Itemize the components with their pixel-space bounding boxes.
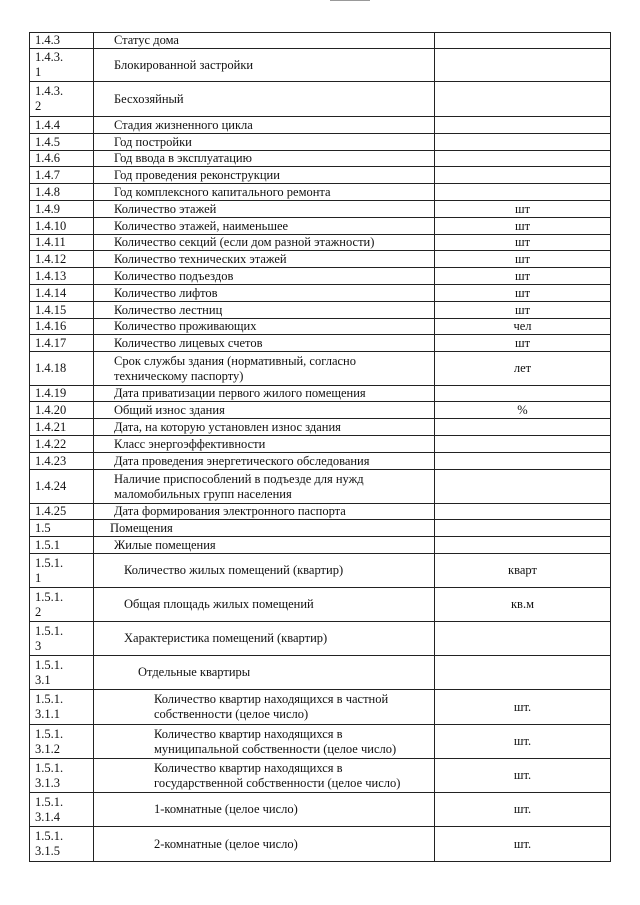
row-label: Количество лицевых счетов (94, 335, 435, 352)
table-row (30, 690, 611, 725)
row-unit: шт. (435, 690, 611, 725)
row-unit: шт. (435, 759, 611, 793)
row-label: Количество квартир находящихся в муниципальной собственности (целое число) (94, 725, 435, 759)
row-number: 1.4.17 (30, 335, 94, 352)
row-unit: шт. (435, 827, 611, 862)
row-number: 1.4.3 (30, 33, 94, 49)
row-unit (435, 622, 611, 656)
row-unit (435, 453, 611, 470)
table-row (30, 335, 611, 352)
row-unit: шт (435, 285, 611, 302)
table-row (30, 453, 611, 470)
row-label: Дата формирования электронного паспорта (94, 504, 435, 520)
row-number: 1.5.1 (30, 537, 94, 554)
row-label: Статус дома (94, 33, 435, 49)
row-number: 1.4.4 (30, 117, 94, 134)
row-unit (435, 470, 611, 504)
row-unit: шт (435, 251, 611, 268)
row-number: 1.4.16 (30, 319, 94, 335)
table-row (30, 319, 611, 335)
row-number: 1.5.1. 3.1 (30, 656, 94, 690)
row-number: 1.4.8 (30, 184, 94, 201)
row-unit (435, 151, 611, 167)
row-unit: % (435, 402, 611, 419)
table-body (30, 33, 611, 862)
row-label: Бесхозяйный (94, 82, 435, 117)
table-row (30, 117, 611, 134)
table-row (30, 793, 611, 827)
table-row (30, 419, 611, 436)
row-number: 1.4.15 (30, 302, 94, 319)
row-unit (435, 33, 611, 49)
row-unit (435, 436, 611, 453)
row-label: Жилые помещения (94, 537, 435, 554)
row-number: 1.4.7 (30, 167, 94, 184)
row-number: 1.4.3. 1 (30, 49, 94, 82)
row-number: 1.5.1. 3.1.1 (30, 690, 94, 725)
row-number: 1.4.25 (30, 504, 94, 520)
row-number: 1.4.18 (30, 352, 94, 386)
row-label: Характеристика помещений (квартир) (94, 622, 435, 656)
row-label: Количество технических этажей (94, 251, 435, 268)
row-unit (435, 184, 611, 201)
table-row (30, 268, 611, 285)
row-label: Количество подъездов (94, 268, 435, 285)
row-label: Год комплексного капитального ремонта (94, 184, 435, 201)
table-row (30, 201, 611, 218)
row-label: Количество лестниц (94, 302, 435, 319)
table-row (30, 402, 611, 419)
row-number: 1.5.1. 3.1.5 (30, 827, 94, 862)
row-number: 1.5.1. 3 (30, 622, 94, 656)
row-number: 1.4.20 (30, 402, 94, 419)
row-unit (435, 117, 611, 134)
row-label: Количество жилых помещений (квартир) (94, 554, 435, 588)
passport-table (29, 32, 611, 862)
table-row (30, 588, 611, 622)
row-unit (435, 537, 611, 554)
table-row (30, 49, 611, 82)
row-number: 1.4.13 (30, 268, 94, 285)
row-label: Год проведения реконструкции (94, 167, 435, 184)
row-label: Помещения (94, 520, 435, 537)
table-row (30, 386, 611, 402)
row-label: Количество лифтов (94, 285, 435, 302)
row-label: Год ввода в эксплуатацию (94, 151, 435, 167)
row-label: Общая площадь жилых помещений (94, 588, 435, 622)
row-unit (435, 419, 611, 436)
row-unit (435, 656, 611, 690)
row-label: 2-комнатные (целое число) (94, 827, 435, 862)
row-unit: шт. (435, 725, 611, 759)
table-row (30, 436, 611, 453)
row-number: 1.5.1. 3.1.3 (30, 759, 94, 793)
table-row (30, 251, 611, 268)
row-number: 1.4.21 (30, 419, 94, 436)
row-label: Дата приватизации первого жилого помещения (94, 386, 435, 402)
row-number: 1.4.23 (30, 453, 94, 470)
row-number: 1.4.5 (30, 134, 94, 151)
row-label: Дата, на которую установлен износ здания (94, 419, 435, 436)
row-label: Срок службы здания (нормативный, согласно техническому паспорту) (94, 352, 435, 386)
table-row (30, 622, 611, 656)
table-row (30, 167, 611, 184)
table-row (30, 827, 611, 862)
row-number: 1.5.1. 1 (30, 554, 94, 588)
row-unit (435, 504, 611, 520)
row-unit: кв.м (435, 588, 611, 622)
row-label: Количество секций (если дом разной этажности) (94, 235, 435, 251)
table-row (30, 235, 611, 251)
row-number: 1.4.11 (30, 235, 94, 251)
row-unit (435, 49, 611, 82)
row-unit: шт (435, 302, 611, 319)
row-unit: шт (435, 268, 611, 285)
row-unit: шт (435, 201, 611, 218)
row-number: 1.5.1. 2 (30, 588, 94, 622)
row-unit: кварт (435, 554, 611, 588)
table-row (30, 184, 611, 201)
row-label: Год постройки (94, 134, 435, 151)
row-unit (435, 82, 611, 117)
row-unit: шт (435, 235, 611, 251)
table-row (30, 504, 611, 520)
row-number: 1.5 (30, 520, 94, 537)
row-number: 1.4.22 (30, 436, 94, 453)
row-unit: лет (435, 352, 611, 386)
table-row (30, 537, 611, 554)
row-unit (435, 134, 611, 151)
row-label: Общий износ здания (94, 402, 435, 419)
row-number: 1.5.1. 3.1.4 (30, 793, 94, 827)
row-label: Количество этажей (94, 201, 435, 218)
table-row (30, 759, 611, 793)
row-label: Количество квартир находящихся в государственной собственности (целое число) (94, 759, 435, 793)
row-number: 1.4.10 (30, 218, 94, 235)
table-row (30, 520, 611, 537)
table-row (30, 470, 611, 504)
row-unit: шт. (435, 793, 611, 827)
row-number: 1.4.12 (30, 251, 94, 268)
row-unit: шт (435, 218, 611, 235)
row-label: Отдельные квартиры (94, 656, 435, 690)
table-row (30, 33, 611, 49)
row-unit (435, 520, 611, 537)
row-number: 1.4.24 (30, 470, 94, 504)
table-row (30, 134, 611, 151)
row-unit (435, 386, 611, 402)
row-label: Класс энергоэффективности (94, 436, 435, 453)
page-top-mark (330, 0, 370, 4)
row-number: 1.4.19 (30, 386, 94, 402)
row-unit: шт (435, 335, 611, 352)
row-unit: чел (435, 319, 611, 335)
row-unit (435, 167, 611, 184)
row-number: 1.4.3. 2 (30, 82, 94, 117)
row-number: 1.4.9 (30, 201, 94, 218)
row-number: 1.4.14 (30, 285, 94, 302)
row-label: Дата проведения энергетического обследования (94, 453, 435, 470)
row-label: Количество этажей, наименьшее (94, 218, 435, 235)
table-row (30, 151, 611, 167)
table-row (30, 656, 611, 690)
table-row (30, 302, 611, 319)
row-label: Количество проживающих (94, 319, 435, 335)
row-label: Наличие приспособлений в подъезде для нужд маломобильных групп населения (94, 470, 435, 504)
row-label: Стадия жизненного цикла (94, 117, 435, 134)
row-label: Блокированной застройки (94, 49, 435, 82)
table-row (30, 82, 611, 117)
row-number: 1.5.1. 3.1.2 (30, 725, 94, 759)
table-row (30, 285, 611, 302)
row-number: 1.4.6 (30, 151, 94, 167)
table-row (30, 218, 611, 235)
table-row (30, 554, 611, 588)
row-label: 1-комнатные (целое число) (94, 793, 435, 827)
table-row (30, 352, 611, 386)
table-row (30, 725, 611, 759)
row-label: Количество квартир находящихся в частной собственности (целое число) (94, 690, 435, 725)
